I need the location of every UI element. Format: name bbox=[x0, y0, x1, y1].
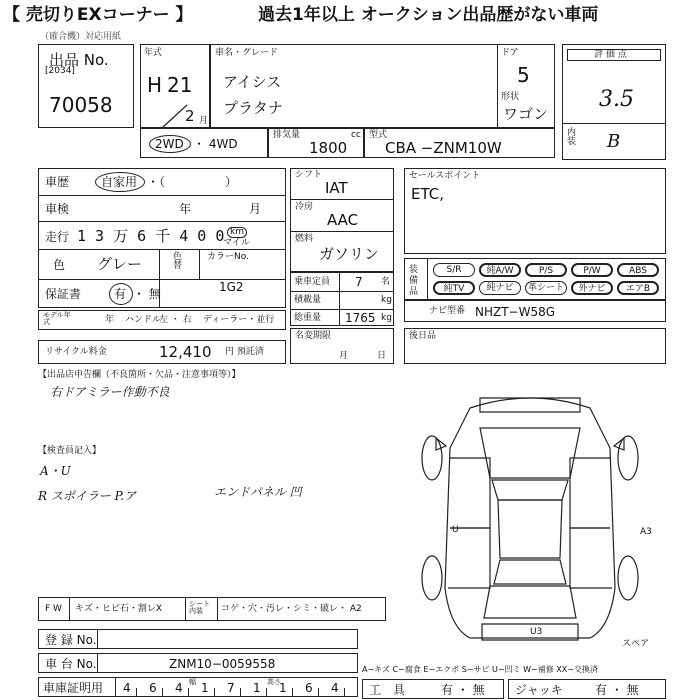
equip-checked: P/S bbox=[525, 263, 567, 277]
middle-box bbox=[290, 168, 394, 272]
doors-label: ドア bbox=[501, 48, 519, 58]
equip-unchecked: S/R bbox=[433, 263, 475, 277]
chassis-value: ZNM10−0059558 bbox=[169, 657, 276, 671]
handle-label: ハンドル bbox=[125, 315, 162, 325]
name-label: 車名・グレード bbox=[215, 48, 279, 58]
fw-divider bbox=[69, 598, 70, 620]
row-divider bbox=[39, 221, 285, 222]
shift-label: シフト bbox=[295, 170, 323, 180]
aftermarket-box bbox=[404, 328, 666, 364]
cert-digit-divider bbox=[136, 688, 137, 696]
chassis-label: 車 台 No. bbox=[45, 657, 97, 671]
cert-digit-divider bbox=[188, 688, 189, 696]
interior-value: B bbox=[607, 131, 621, 152]
car-diagram bbox=[410, 388, 650, 648]
spare-label: スペア bbox=[622, 639, 650, 649]
year-box bbox=[140, 44, 210, 128]
mileage-unit-km: km bbox=[227, 227, 247, 238]
mark-a3-right: A3 bbox=[640, 527, 652, 537]
gross-value: 1765 bbox=[345, 311, 376, 325]
model-value: CBA −ZNM10W bbox=[385, 139, 502, 157]
model-year-year: 年 bbox=[105, 315, 115, 325]
year-value: 21 bbox=[167, 73, 193, 97]
row-divider bbox=[39, 249, 285, 250]
inspector-line3: エンドパネル 凹 bbox=[214, 485, 302, 499]
displacement-box bbox=[268, 128, 364, 158]
month-unit: 月 bbox=[199, 116, 209, 126]
top-banner bbox=[0, 0, 700, 32]
fuel-label: 燃料 bbox=[295, 234, 314, 244]
capacity-value: 7 bbox=[355, 275, 363, 289]
lot-number: 70058 bbox=[49, 93, 113, 117]
inspector-label: 【検査員記入】 bbox=[38, 446, 102, 456]
year-label: 年式 bbox=[144, 48, 163, 58]
cert-digit-divider bbox=[266, 688, 267, 696]
shape-label: 形状 bbox=[501, 92, 520, 102]
tool-box bbox=[362, 679, 504, 699]
lot-box bbox=[38, 44, 134, 128]
lot-label: 出品 No. bbox=[49, 51, 109, 69]
aftermarket-label: 後日品 bbox=[409, 331, 437, 341]
cert-digit-divider bbox=[162, 688, 163, 696]
drive-4wd: ・ 4WD bbox=[193, 137, 238, 151]
change-box bbox=[290, 328, 394, 364]
inspection-month: 月 bbox=[249, 202, 262, 216]
navi-value: NHZT−W58G bbox=[475, 305, 556, 319]
jack-box bbox=[508, 679, 666, 699]
cert-unit-label: 幅 bbox=[189, 678, 196, 686]
color-label: 色 bbox=[53, 258, 66, 272]
row-divider bbox=[291, 199, 393, 200]
warranty-label: 保証書 bbox=[45, 287, 82, 301]
sales-box bbox=[404, 168, 666, 254]
warranty-value: 有 bbox=[114, 287, 127, 301]
color-change: 色替 bbox=[173, 252, 183, 271]
cert-label: 車庫証明用 bbox=[43, 681, 104, 695]
cert-digit-divider bbox=[214, 688, 215, 696]
equip-checked: ABS bbox=[617, 263, 659, 277]
ac-label: 冷房 bbox=[295, 202, 314, 212]
recycle-value: 12,410 bbox=[159, 343, 212, 361]
inspection-label: 車検 bbox=[45, 202, 70, 216]
cert-digit: 4 bbox=[331, 681, 339, 695]
seat-label: シート内装 bbox=[189, 600, 210, 615]
cert-digit: 1 bbox=[279, 681, 287, 695]
drive-2wd: 2WD bbox=[155, 137, 184, 151]
car-name: アイシス bbox=[223, 73, 282, 91]
model-year-box bbox=[38, 310, 286, 330]
row-divider bbox=[39, 279, 285, 280]
color-value: グレー bbox=[97, 255, 143, 273]
inspection-year: 年 bbox=[179, 202, 192, 216]
legend-text: A−キズ C−腐食 E−エクボ S−サビ U−凹ミ W−補修 XX−交換済 bbox=[362, 665, 598, 674]
equip-checked: P/W bbox=[571, 263, 613, 277]
interior-label: 内装 bbox=[567, 128, 577, 147]
shift-value: IAT bbox=[325, 179, 348, 197]
month-value: 2 bbox=[185, 107, 195, 125]
colorno-value: 1G2 bbox=[219, 280, 244, 294]
seat-text: コゲ・穴・汚レ・シミ・破レ・ A2 bbox=[221, 604, 362, 614]
cert-digit: 4 bbox=[175, 681, 183, 695]
banner-left: 【 売切りEXコーナー 】 bbox=[3, 5, 193, 25]
jack-value: 有 ・ 無 bbox=[595, 683, 639, 697]
model-label: 型式 bbox=[369, 130, 388, 140]
fw-label: F W bbox=[45, 604, 62, 614]
change-label: 名変期限 bbox=[295, 331, 332, 341]
mark-u-left-door: U bbox=[452, 525, 459, 535]
equip-checked: 純A/W bbox=[479, 263, 521, 277]
cert-divider bbox=[115, 678, 116, 696]
displacement-unit: cc bbox=[351, 130, 361, 140]
year-era: H bbox=[147, 73, 163, 97]
shape-value: ワゴン bbox=[503, 105, 549, 123]
rating-label-box bbox=[567, 49, 661, 61]
fw-text: キズ・ヒビ石・割レX bbox=[75, 604, 162, 614]
load-label: 積載量 bbox=[294, 295, 322, 305]
name-box bbox=[210, 44, 555, 128]
col-divider bbox=[339, 273, 340, 325]
capacity-unit: 名 bbox=[381, 277, 391, 287]
capacity-box bbox=[290, 272, 394, 326]
cert-digit: 4 bbox=[123, 681, 131, 695]
fw-divider bbox=[217, 598, 218, 620]
reg-box bbox=[38, 629, 358, 649]
tool-label: 工 具 bbox=[369, 683, 406, 697]
mileage-unit-mile: マイル bbox=[223, 238, 250, 248]
history-label: 車歴 bbox=[45, 175, 70, 189]
doors-divider bbox=[497, 45, 498, 128]
dealer-label: ディーラー・並行 bbox=[203, 315, 275, 325]
left-info-box bbox=[38, 168, 286, 308]
row-divider bbox=[291, 309, 393, 310]
mileage-value: 1 3 万 6 千 4 0 0 bbox=[77, 227, 225, 245]
color-divider bbox=[199, 249, 200, 279]
load-unit: kg bbox=[381, 295, 392, 305]
equip-checked: 外ナビ bbox=[571, 281, 613, 295]
equip-checked: 純TV bbox=[433, 281, 475, 295]
rating-value: 3.5 bbox=[599, 87, 634, 112]
change-month: 月 bbox=[339, 351, 349, 361]
history-value: 自家用 bbox=[101, 175, 138, 189]
fw-divider bbox=[185, 598, 186, 620]
reg-divider bbox=[97, 630, 98, 648]
equip-divider bbox=[427, 259, 428, 299]
cert-digit-divider bbox=[318, 688, 319, 696]
gross-unit: kg bbox=[381, 313, 392, 323]
cert-digit: 7 bbox=[227, 681, 235, 695]
colorno-label: カラーNo. bbox=[207, 252, 249, 262]
sales-label: セールスポイント bbox=[409, 171, 481, 181]
warranty-rest: ・ 無 bbox=[133, 287, 161, 301]
drive-box bbox=[140, 128, 268, 158]
capacity-label: 乗車定員 bbox=[294, 277, 331, 287]
cert-digit: 1 bbox=[253, 681, 261, 695]
chassis-divider bbox=[97, 654, 98, 672]
row-divider bbox=[291, 291, 393, 292]
inspector-line2: R スポイラー P.ア bbox=[38, 489, 137, 503]
jack-label: ジャッキ bbox=[515, 683, 563, 697]
rating-box bbox=[562, 44, 666, 160]
navi-box bbox=[404, 300, 666, 322]
cert-digit: 6 bbox=[305, 681, 313, 695]
cert-digit: 6 bbox=[149, 681, 157, 695]
recycle-box bbox=[38, 340, 286, 364]
doors-value: 5 bbox=[517, 63, 530, 87]
ac-value: AAC bbox=[327, 211, 359, 229]
fuel-value: ガソリン bbox=[319, 245, 380, 263]
cutoff-text: （確合機）対応用紙 bbox=[40, 32, 122, 42]
cert-unit-label: 高さ bbox=[267, 678, 281, 686]
row-divider bbox=[39, 195, 285, 196]
declaration-text: 右ドアミラー作動不良 bbox=[50, 385, 170, 399]
cert-digit-divider bbox=[292, 688, 293, 696]
banner-right: 過去1年以上 オークション出品歴がない車両 bbox=[258, 5, 599, 25]
rating-divider bbox=[563, 123, 665, 124]
gross-label: 総重量 bbox=[294, 313, 322, 323]
recycle-label: リサイクル料金 bbox=[45, 347, 107, 357]
navi-label: ナビ型番 bbox=[429, 306, 466, 316]
row-divider bbox=[291, 231, 393, 232]
tool-value: 有 ・ 無 bbox=[441, 683, 485, 697]
inspector-line1: A・U bbox=[40, 464, 71, 478]
mark-u3-rear: U3 bbox=[530, 627, 543, 637]
lot-sub: [2034] bbox=[45, 66, 75, 76]
history-rest: ・（ ） bbox=[147, 175, 238, 189]
grade: プラタナ bbox=[223, 99, 283, 117]
declaration-label: 【出品店申告欄（不良箇所・欠品・注意事項等）】 bbox=[38, 370, 241, 380]
handle-value: 左 ・ 右 bbox=[159, 315, 192, 325]
equip-box bbox=[404, 258, 666, 300]
equip-unchecked: 純ナビ bbox=[479, 281, 521, 295]
cert-digit-divider bbox=[344, 688, 345, 696]
model-year-label: モデル年式 bbox=[43, 311, 71, 326]
cert-digit: 1 bbox=[201, 681, 209, 695]
cert-digit-divider bbox=[240, 688, 241, 696]
sales-value: ETC, bbox=[411, 185, 445, 203]
cert-box bbox=[38, 677, 358, 697]
displacement-value: 1800 bbox=[309, 139, 348, 157]
reg-label: 登 録 No. bbox=[45, 633, 97, 647]
rating-label: 評 価 点 bbox=[594, 50, 627, 60]
change-day: 日 bbox=[377, 351, 387, 361]
chassis-box bbox=[38, 653, 358, 673]
equip-checked: エアB bbox=[617, 281, 659, 295]
fw-box bbox=[38, 597, 386, 621]
equip-unchecked: 革シート bbox=[525, 281, 567, 295]
equip-label: 装備品 bbox=[409, 265, 419, 297]
displacement-label: 排気量 bbox=[273, 130, 301, 140]
mileage-label: 走行 bbox=[45, 230, 70, 244]
model-box bbox=[364, 128, 555, 158]
recycle-unit: 円 預託済 bbox=[225, 347, 264, 357]
